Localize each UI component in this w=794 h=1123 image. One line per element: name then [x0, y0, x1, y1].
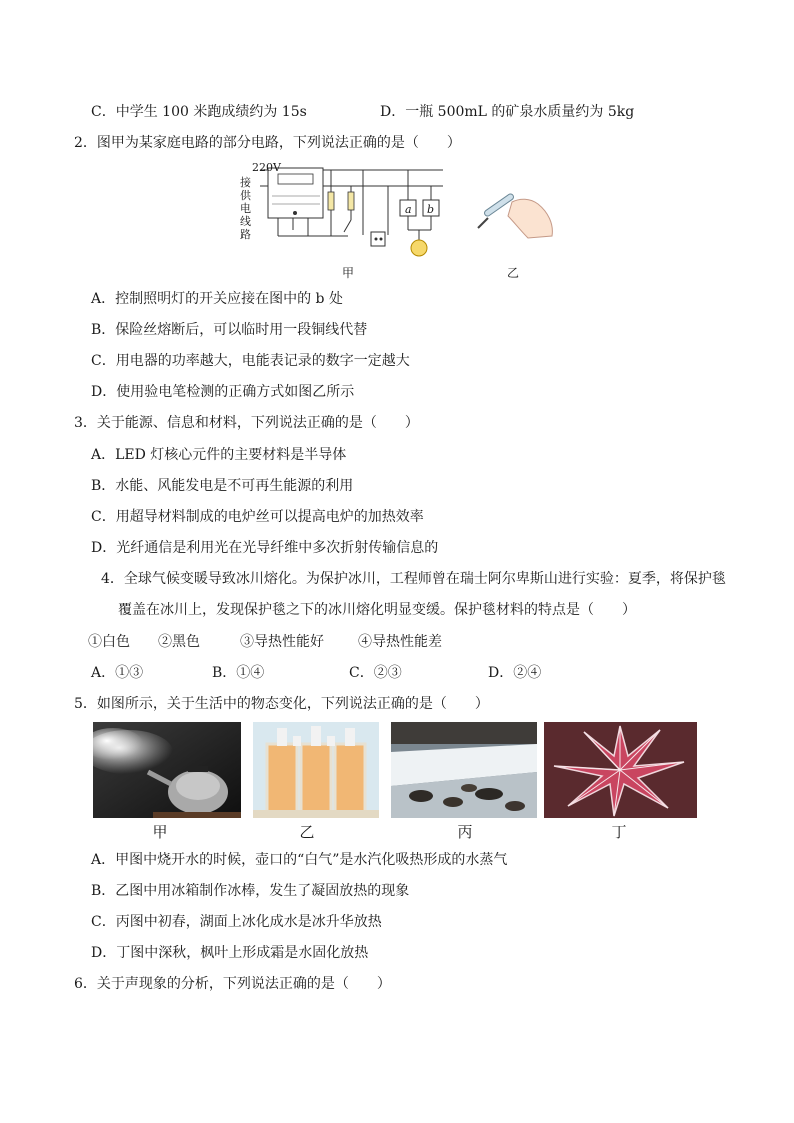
- frost-maple-leaf-photo: [544, 722, 697, 818]
- lake-ice-photo: [391, 722, 537, 818]
- circuit-label-b: b: [427, 203, 435, 216]
- circuit-label-supply: 接供电线路: [240, 176, 251, 241]
- q5-caption-jia: 甲: [152, 823, 168, 841]
- q4-option-a: A．①③: [91, 665, 144, 681]
- q5-option-c: C．丙图中初春，湖面上冰化成水是冰升华放热: [91, 914, 382, 930]
- q5-option-b: B．乙图中用冰箱制作冰棒，发生了凝固放热的现象: [91, 883, 410, 899]
- q4-option-d: D．②④: [488, 665, 542, 681]
- q4-item-1: ①白色: [88, 634, 130, 650]
- q4-option-b: B．①④: [212, 665, 265, 681]
- q5-option-d: D．丁图中深秋，枫叶上形成霜是水固化放热: [91, 945, 369, 961]
- q2-stem: 2．图甲为某家庭电路的部分电路，下列说法正确的是（ ）: [74, 135, 461, 151]
- q4-option-c: C．②③: [349, 665, 402, 681]
- q2-caption-yi: 乙: [506, 266, 519, 280]
- circuit-label-voltage: 220V: [252, 161, 281, 174]
- q2-option-b: B．保险丝熔断后，可以临时用一段铜线代替: [91, 322, 368, 338]
- test-pen-hand-illustration: [468, 172, 558, 244]
- kettle-steam-photo: [93, 722, 241, 818]
- q3-stem: 3．关于能源、信息和材料，下列说法正确的是（ ）: [74, 415, 419, 431]
- q2-caption-jia: 甲: [341, 266, 354, 280]
- q5-option-a: A．甲图中烧开水的时候，壶口的“白气”是水汽化吸热形成的水蒸气: [91, 852, 508, 868]
- q3-option-d: D．光纤通信是利用光在光导纤维中多次折射传输信息的: [91, 540, 439, 556]
- q1-option-d: D．一瓶 500mL 的矿泉水质量约为 5kg: [380, 104, 635, 120]
- q4-item-3: ③导热性能好: [240, 634, 324, 650]
- q5-caption-ding: 丁: [611, 823, 627, 841]
- q2-option-a: A．控制照明灯的开关应接在图中的 b 处: [91, 291, 343, 307]
- q4-stem-line2: 覆盖在冰川上，发现保护毯之下的冰川熔化明显变缓。保护毯材料的特点是（ ）: [118, 602, 636, 618]
- q5-caption-yi: 乙: [299, 823, 315, 841]
- q2-option-c: C．用电器的功率越大，电能表记录的数字一定越大: [91, 353, 410, 369]
- circuit-label-a: a: [405, 203, 412, 216]
- q4-stem-line1: 4．全球气候变暖导致冰川熔化。为保护冰川，工程师曾在瑞士阿尔卑斯山进行实验：夏季，将保护毯: [101, 571, 726, 587]
- q3-option-b: B．水能、风能发电是不可再生能源的利用: [91, 478, 354, 494]
- q2-option-d: D．使用验电笔检测的正确方式如图乙所示: [91, 384, 355, 400]
- q5-stem: 5．如图所示，关于生活中的物态变化，下列说法正确的是（ ）: [74, 696, 489, 712]
- q1-option-c: C．中学生 100 米跑成绩约为 15s: [91, 104, 307, 120]
- q5-caption-bing: 丙: [457, 823, 473, 841]
- q3-option-c: C．用超导材料制成的电炉丝可以提高电炉的加热效率: [91, 509, 424, 525]
- popsicle-mold-photo: [253, 722, 379, 818]
- q3-option-a: A．LED 灯核心元件的主要材料是半导体: [91, 447, 347, 463]
- q6-stem: 6．关于声现象的分析，下列说法正确的是（ ）: [74, 976, 391, 992]
- q4-item-4: ④导热性能差: [358, 634, 442, 650]
- q4-item-2: ②黑色: [158, 634, 200, 650]
